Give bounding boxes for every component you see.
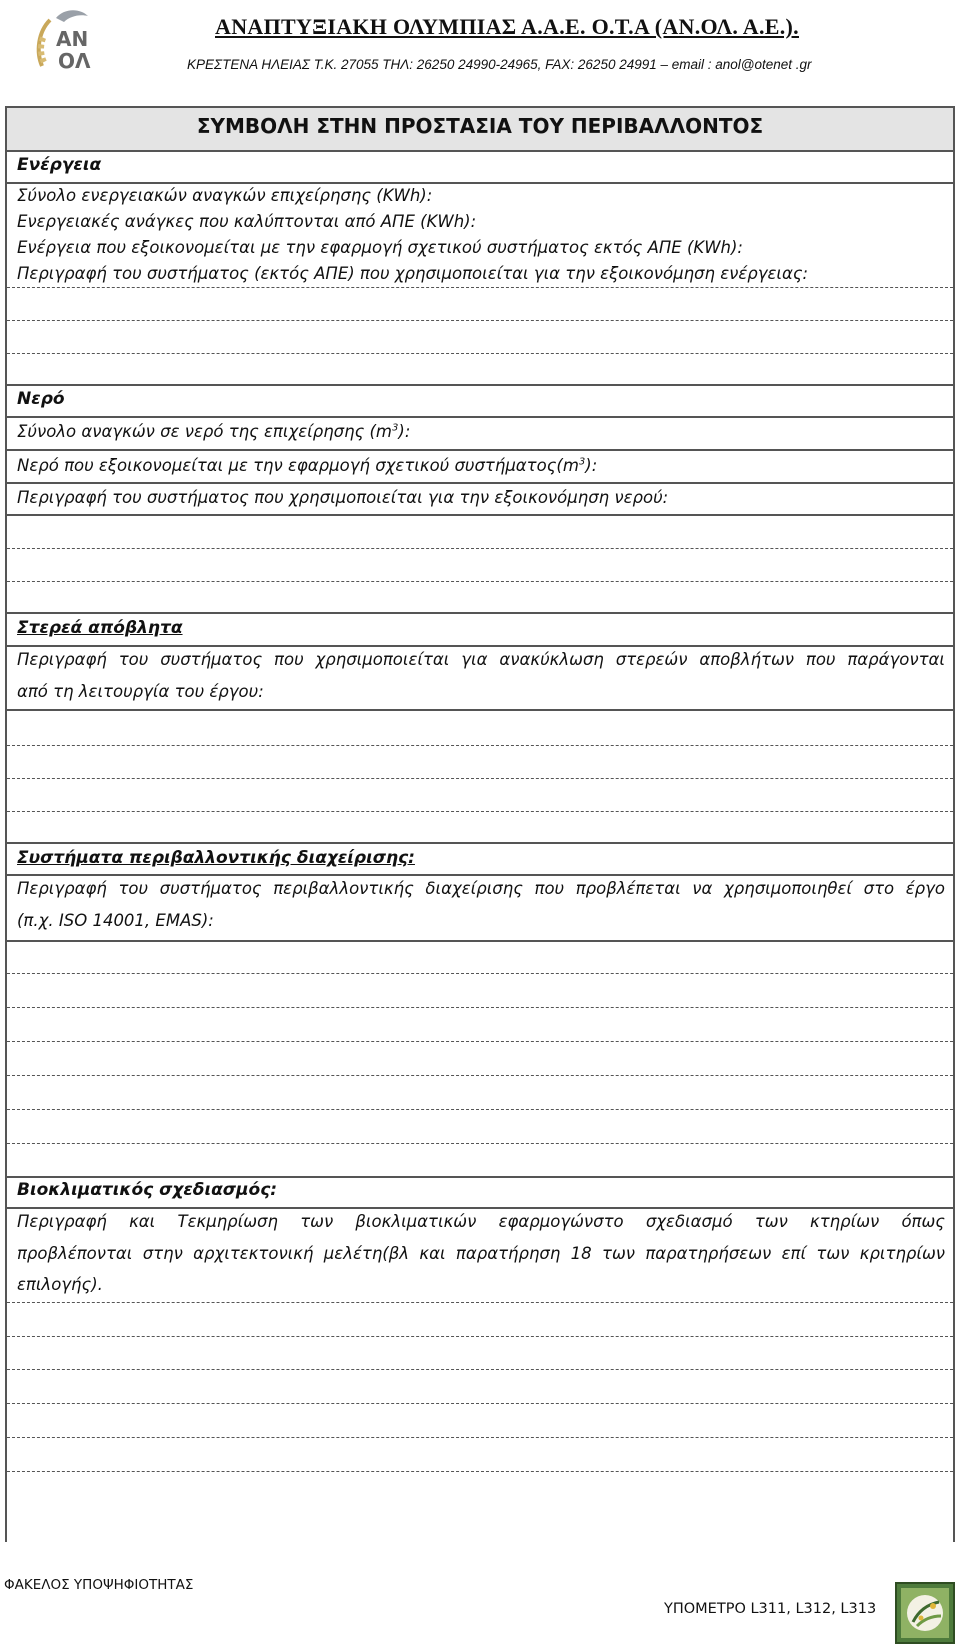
answer-line[interactable] [7,778,953,779]
water-saved-label: Νερό που εξοικονομείται με την εφαρμογή σχετικού $\sigma\upsilon\sigma\tau ή\mu\alpha\tau o\varsigma(m^3)$: [17,456,598,475]
energy-heading: Ενέργεια [17,155,102,175]
water-description-label: Περιγραφή του συστήματος που χρησιμοποιείται για την εξοικονόμηση νερού: [17,488,669,507]
waste-description-label-cont: από τη λειτουργία του έργου: [17,682,264,701]
section-divider [7,709,953,711]
env-mgmt-heading: Συστήματα περιβαλλοντικής διαχείρισης: [17,848,415,868]
section-divider [7,182,953,184]
section-divider [7,384,953,386]
env-mgmt-description-label: Περιγραφή του συστήματος περιβαλλοντικής διαχείρισης που προβλέπεται να χρησιμοποιηθεί στο έργο [17,879,945,898]
energy-res-label: Ενεργειακές ανάγκες που καλύπτονται από ΑΠΕ (KWh): [17,212,477,231]
answer-line[interactable] [7,548,953,549]
organization-logo [34,4,102,74]
bioclimatic-heading: Βιοκλιματικός σχεδιασμός: [17,1180,278,1200]
section-divider [7,1176,953,1178]
section-divider [7,874,953,876]
form-title: ΣΥΜΒΟΛΗ ΣΤΗΝ ΠΡΟΣΤΑΣΙΑ ΤΟΥ ΠΕΡΙΒΑΛΛΟΝΤΟΣ [196,114,764,138]
bioclimatic-description-label-end: επιλογής). [17,1275,103,1294]
answer-line[interactable] [7,1336,953,1337]
answer-line[interactable] [7,1143,953,1144]
section-divider [7,449,953,451]
section-divider [7,940,953,942]
section-divider [7,1207,953,1209]
answer-line[interactable] [7,287,953,288]
answer-line[interactable] [7,1369,953,1370]
section-divider [7,645,953,647]
water-total-label: Σύνολο αναγκών σε νερό της επιχείρησης $(m^3)$: [17,422,411,441]
bioclimatic-description-label-cont: προβλέπονται στην αρχιτεκτονική μελέτη(βλ και παρατήρηση 18 των παρατηρήσεων επί των κριτηρίων [17,1244,945,1263]
section-divider [7,612,953,614]
environment-form [5,106,955,1542]
answer-line[interactable] [7,1041,953,1042]
answer-line[interactable] [7,320,953,321]
answer-line[interactable] [7,973,953,974]
energy-description-label: Περιγραφή του συστήματος (εκτός ΑΠΕ) που χρησιμοποιείται για την εξοικονόμηση ενέργειας: [17,264,809,283]
footer-measure-label: ΥΠΟΜΕΤΡΟ L311, L312, L313 [664,1601,877,1617]
leader-logo-icon [895,1582,955,1644]
water-heading: Νερό [17,389,65,409]
title-band [7,108,953,152]
answer-line[interactable] [7,1471,953,1472]
answer-line[interactable] [7,811,953,812]
env-mgmt-description-label-cont: (π.χ. ISO 14001, EMAS): [17,911,214,930]
answer-line[interactable] [7,1437,953,1438]
section-divider [7,514,953,516]
energy-total-label: Σύνολο ενεργειακών αναγκών επιχείρησης (KWh): [17,186,433,205]
waste-heading: Στερεά απόβλητα [17,618,183,638]
answer-line[interactable] [7,1007,953,1008]
answer-line[interactable] [7,1403,953,1404]
section-divider [7,842,953,844]
section-divider [7,482,953,484]
section-divider [7,416,953,418]
footer-folder-label: ΦΑΚΕΛΟΣ ΥΠΟΨΗΦΙΟΤΗΤΑΣ [4,1577,194,1593]
answer-line[interactable] [7,353,953,354]
bioclimatic-description-label: Περιγραφή και Τεκμηρίωση των βιοκλιματικών εφαρμογώνστο σχεδιασμό των κτηρίων όπως [17,1212,945,1231]
svg-text:ΟΛ: ΟΛ [58,49,91,73]
organization-name: ΑΝΑΠΤΥΞΙΑΚΗ ΟΛΥΜΠΙΑΣ Α.Α.Ε. Ο.Τ.Α (ΑΝ.ΟΛ. Α.Ε.). [215,14,799,39]
answer-line[interactable] [7,1075,953,1076]
organization-contact: ΚΡΕΣΤΕΝΑ ΗΛΕΙΑΣ Τ.Κ. 27055 ΤΗΛ: 26250 24990-24965, FAX: 26250 24991 – email : anol@otenet .gr [187,57,812,72]
energy-saved-label: Ενέργεια που εξοικονομείται με την εφαρμογή σχετικού συστήματος εκτός ΑΠΕ (KWh): [17,238,743,257]
svg-text:ΑΝ: ΑΝ [56,27,89,51]
answer-line[interactable] [7,745,953,746]
answer-line[interactable] [7,1302,953,1303]
waste-description-label: Περιγραφή του συστήματος που χρησιμοποιείται για ανακύκλωση στερεών αποβλήτων που παράγονται [17,650,945,669]
answer-line[interactable] [7,581,953,582]
answer-line[interactable] [7,1109,953,1110]
